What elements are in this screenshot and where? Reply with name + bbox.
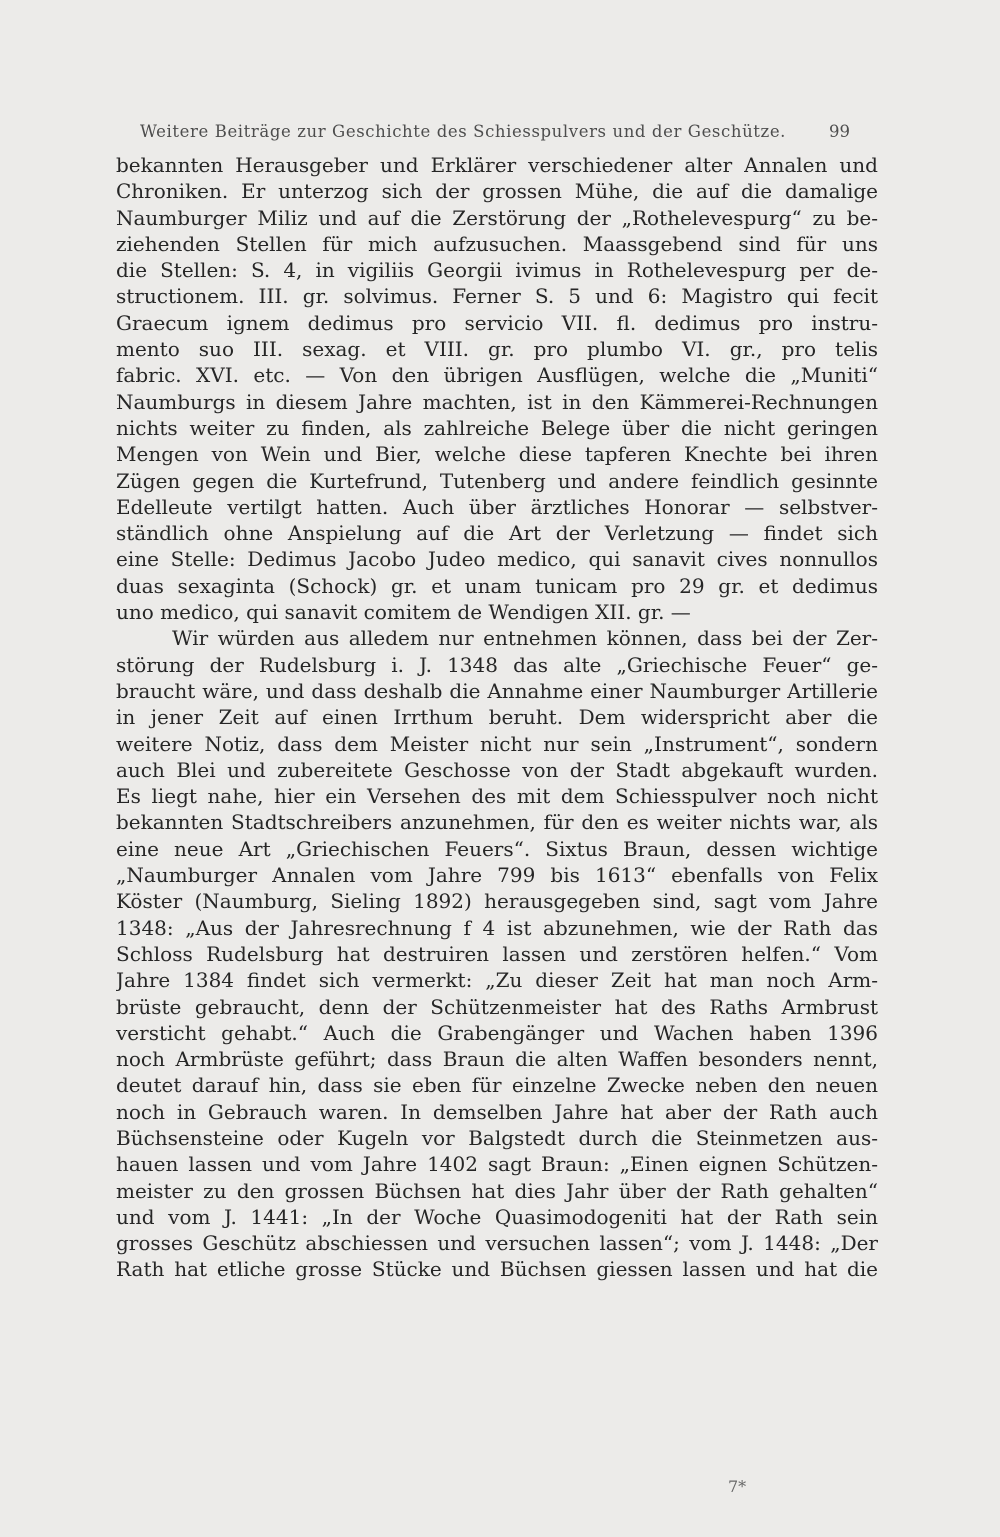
text-line: noch in Gebrauch waren. In demselben Jahre hat aber der Rath auch	[116, 1099, 878, 1124]
text-line: nichts weiter zu finden, als zahlreiche Belege über die nicht geringen	[116, 415, 878, 440]
text-line: Büchsensteine oder Kugeln vor Balgstedt durch die Steinmetzen aus-	[116, 1125, 878, 1150]
text-line: Chroniken. Er unterzog sich der grossen Mühe, die auf die damalige	[116, 179, 878, 204]
text-line: brüste gebraucht, denn der Schützenmeister hat des Raths Armbrust	[116, 994, 878, 1019]
text-line: Es liegt nahe, hier ein Versehen des mit dem Schiesspulver noch nicht	[116, 784, 878, 809]
text-line: Rath hat etliche grosse Stücke und Büchsen giessen lassen und hat die	[116, 1257, 878, 1282]
text-line: uno medico, qui sanavit comitem de Wendigen XII. gr. —	[116, 600, 691, 625]
text-line: 1348: „Aus der Jahresrechnung f 4 ist abzunehmen, wie der Rath das	[116, 915, 878, 940]
text-line: Naumburgs in diesem Jahre machten, ist in den Kämmerei-Rechnungen	[116, 389, 878, 414]
text-line: „Naumburger Annalen vom Jahre 799 bis 1613“ ebenfalls von Felix	[116, 863, 878, 888]
text-line: weitere Notiz, dass dem Meister nicht nur sein „Instrument“, sondern	[116, 731, 878, 756]
text-line: Schloss Rudelsburg hat destruiren lassen und zerstören helfen.“ Vom	[116, 941, 878, 966]
page-number: 99	[829, 122, 850, 141]
text-line: deutet darauf hin, dass sie eben für einzelne Zwecke neben den neuen	[116, 1073, 878, 1098]
text-line: eine neue Art „Griechischen Feuers“. Sixtus Braun, dessen wichtige	[116, 836, 878, 861]
text-line: structionem. III. gr. solvimus. Ferner S. 5 und 6: Magistro qui fecit	[116, 284, 878, 309]
text-line: meister zu den grossen Büchsen hat dies Jahr über der Rath gehalten“	[116, 1178, 878, 1203]
text-line: noch Armbrüste geführt; dass Braun die alten Waffen besonders nennt,	[116, 1047, 878, 1072]
text-line: bekannten Stadtschreibers anzunehmen, für den es weiter nichts war, als	[116, 810, 878, 835]
text-line: braucht wäre, und dass deshalb die Annahme einer Naumburger Artillerie	[116, 678, 878, 703]
text-line: Zügen gegen die Kurtefrund, Tutenberg und andere feindlich gesinnte	[116, 468, 878, 493]
text-line: Naumburger Miliz und auf die Zerstörung der „Rothelevespurg“ zu be-	[116, 205, 878, 230]
text-line: die Stellen: S. 4, in vigiliis Georgii ivimus in Rothelevespurg per de-	[116, 258, 878, 283]
text-line: ziehenden Stellen für mich aufzusuchen. Maassgebend sind für uns	[116, 231, 878, 256]
text-line: fabric. XVI. etc. — Von den übrigen Ausflügen, welche die „Muniti“	[116, 363, 878, 388]
running-head	[118, 120, 850, 144]
body-text	[116, 152, 878, 1283]
running-title: Weitere Beiträge zur Geschichte des Schiesspulvers und der Geschütze.	[139, 122, 787, 141]
text-line: auch Blei und zubereitete Geschosse von der Stadt abgekauft wurden.	[116, 757, 878, 782]
text-line: versticht gehabt.“ Auch die Grabengänger und Wachen haben 1396	[116, 1020, 878, 1045]
text-line: Graecum ignem dedimus pro servicio VII. fl. dedimus pro instru-	[116, 310, 878, 335]
signature-mark: 7*	[728, 1477, 747, 1496]
text-line: Mengen von Wein und Bier, welche diese tapferen Knechte bei ihren	[116, 442, 878, 467]
text-line: grosses Geschütz abschiessen und versuchen lassen“; vom J. 1448: „Der	[116, 1231, 878, 1256]
text-line: Wir würden aus alledem nur entnehmen können, dass bei der Zer-	[172, 626, 878, 651]
text-line: Jahre 1384 findet sich vermerkt: „Zu dieser Zeit hat man noch Arm-	[116, 968, 878, 993]
text-line: mento suo III. sexag. et VIII. gr. pro plumbo VI. gr., pro telis	[116, 337, 878, 362]
text-line: bekannten Herausgeber und Erklärer verschiedener alter Annalen und	[116, 153, 878, 177]
text-line: und vom J. 1441: „In der Woche Quasimodogeniti hat der Rath sein	[116, 1204, 878, 1229]
text-line: störung der Rudelsburg i. J. 1348 das alte „Griechische Feuer“ ge-	[116, 652, 878, 677]
text-line: hauen lassen und vom Jahre 1402 sagt Braun: „Einen eignen Schützen-	[116, 1152, 878, 1177]
text-line: eine Stelle: Dedimus Jacobo Judeo medico, qui sanavit cives nonnullos	[116, 547, 878, 572]
text-line: Edelleute vertilgt hatten. Auch über ärztliches Honorar — selbstver-	[116, 494, 878, 519]
text-line: duas sexaginta (Schock) gr. et unam tunicam pro 29 gr. et dedimus	[116, 573, 878, 598]
text-line: ständlich ohne Anspielung auf die Art der Verletzung — findet sich	[116, 521, 878, 546]
text-line: Köster (Naumburg, Sieling 1892) herausgegeben sind, sagt vom Jahre	[116, 889, 878, 914]
text-line: in jener Zeit auf einen Irrthum beruht. Dem widerspricht aber die	[116, 705, 878, 730]
